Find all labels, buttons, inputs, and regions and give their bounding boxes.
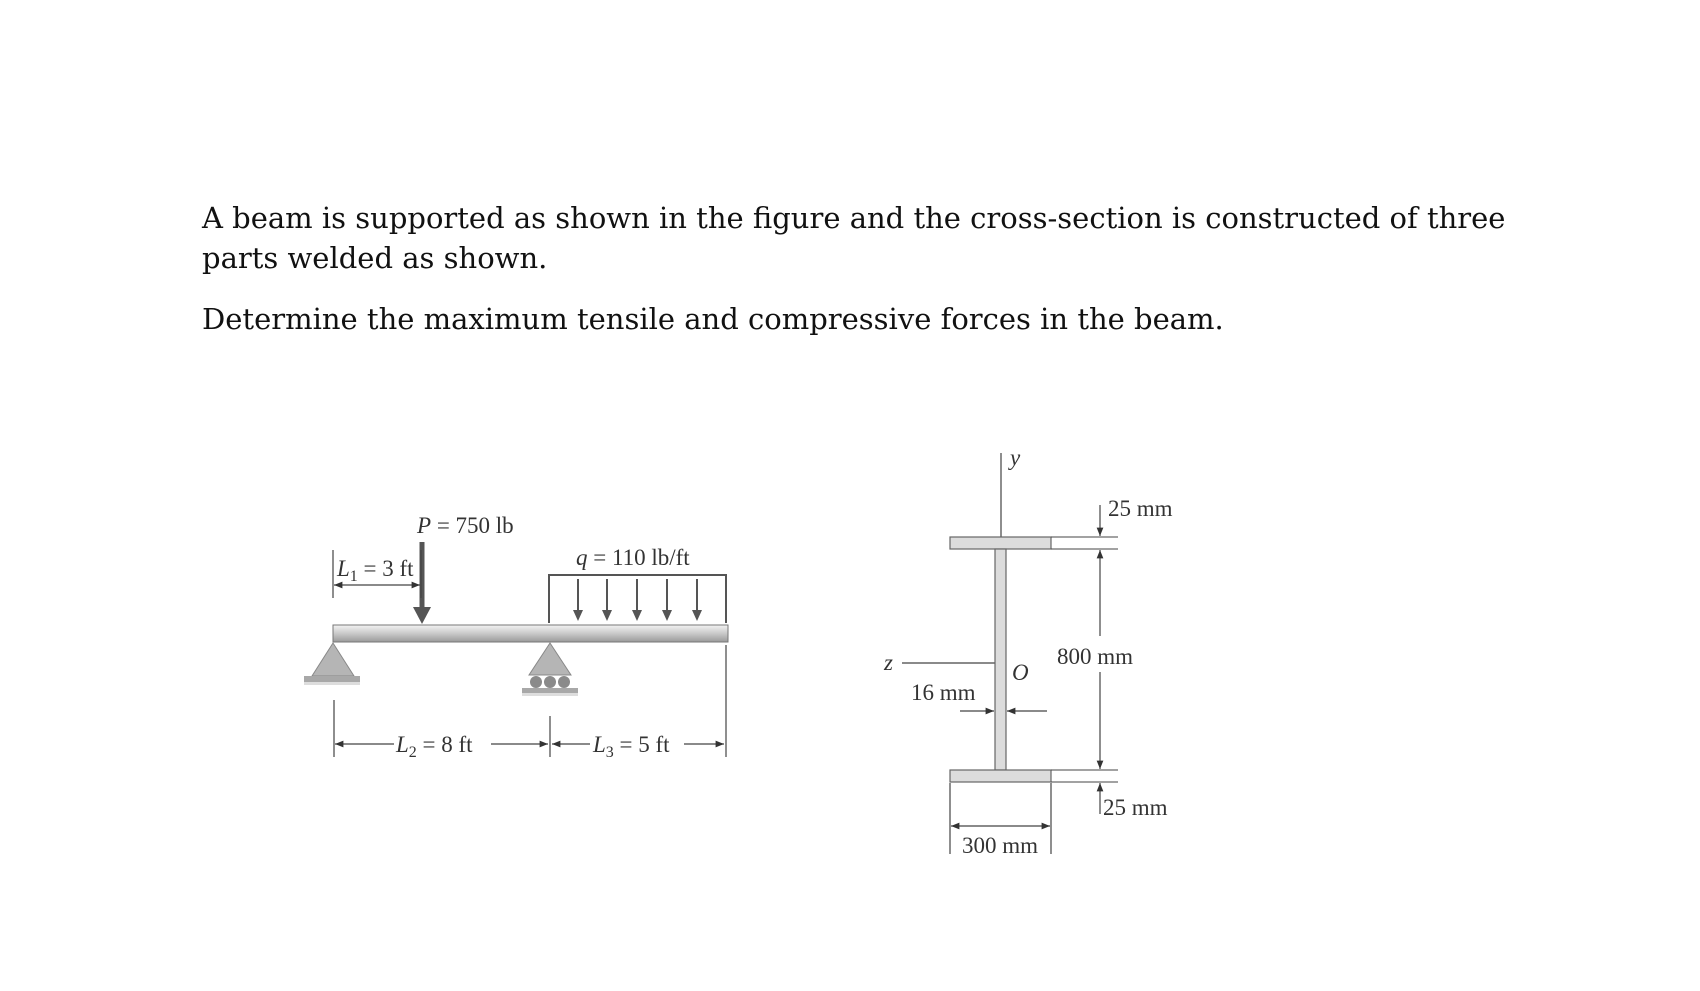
y-axis-label: y — [1010, 445, 1021, 470]
z-axis-label: z — [884, 650, 893, 675]
point-load-arrow-icon — [413, 542, 431, 624]
web — [995, 549, 1006, 770]
beam-diagram — [304, 513, 728, 761]
top-flange — [950, 537, 1051, 549]
origin-label: O — [1012, 660, 1029, 685]
top-flange-thickness-label: 25 mm — [1108, 496, 1173, 521]
load-P-label: P = 750 lb — [417, 513, 514, 538]
flange-width-label: 300 mm — [962, 833, 1039, 858]
distributed-load-arrows — [573, 579, 702, 621]
L1-label: $L_1 = 3$ ft — [337, 556, 414, 585]
L2-label: $L_2 = 8$ ft — [396, 732, 473, 761]
cross-section-diagram — [883, 445, 1173, 858]
bottom-flange-thickness-label: 25 mm — [1103, 795, 1168, 820]
web-thickness-label: 16 mm — [911, 680, 976, 705]
web-height-label: 800 mm — [1057, 644, 1134, 669]
beam — [333, 625, 728, 642]
problem-paragraph-description: A beam is supported as shown in the figure and the cross-section is constructed of three parts welded as shown. — [202, 201, 1506, 275]
roller-support-icon — [522, 643, 578, 696]
problem-paragraph-task: Determine the maximum tensile and compressive forces in the beam. — [202, 302, 1224, 336]
pin-support-icon — [304, 643, 360, 685]
load-q-label: q = 110 lb/ft — [576, 545, 690, 570]
bottom-flange — [950, 770, 1051, 782]
L3-label: $L_3 = 5$ ft — [593, 732, 670, 761]
